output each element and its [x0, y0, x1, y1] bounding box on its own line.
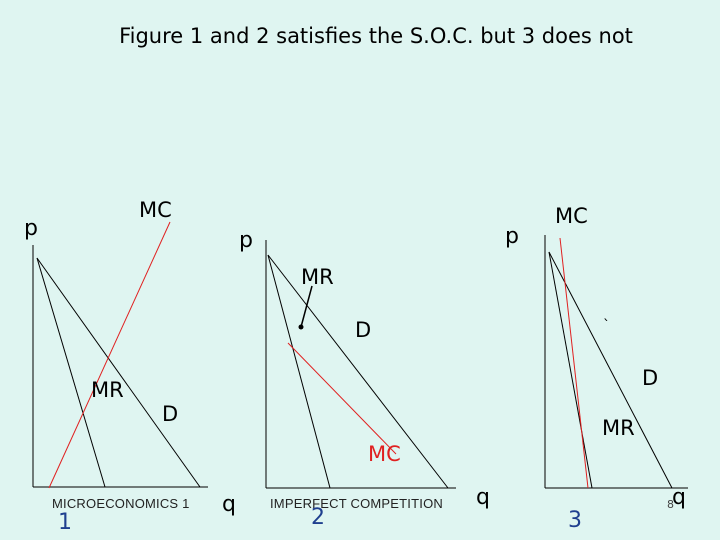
page-number: 8 [667, 498, 674, 511]
fig3-mc-label: MC [555, 204, 588, 228]
fig2-mr-curve [268, 255, 330, 488]
fig2-number: 2 [311, 505, 325, 530]
fig3-number: 3 [568, 508, 582, 533]
fig1-demand-curve [37, 258, 200, 487]
footer-topic: IMPERFECT COMPETITION [270, 496, 443, 511]
figure-3 [545, 235, 688, 488]
fig1-number: 1 [58, 510, 72, 535]
figure-1 [33, 222, 208, 488]
fig2-mr-pointer-dot [299, 325, 304, 330]
fig2-mc-label: MC [368, 442, 401, 466]
fig1-d-label: D [162, 402, 179, 426]
fig1-mc-curve [49, 222, 170, 488]
fig3-p-label: p [505, 224, 519, 249]
figure-2 [266, 240, 456, 488]
fig3-d-label: D [642, 366, 659, 390]
footer-course: MICROECONOMICS 1 [52, 496, 190, 511]
fig3-mr-curve [549, 252, 592, 488]
fig2-d-label: D [355, 318, 372, 342]
fig2-p-label: p [239, 228, 253, 253]
fig1-mr-label: MR [91, 378, 124, 402]
fig3-mc-curve [560, 238, 588, 488]
slide-title: Figure 1 and 2 satisfies the S.O.C. but 3 does not [119, 24, 633, 48]
fig2-mr-label: MR [301, 265, 334, 289]
fig1-mc-label: MC [139, 198, 172, 222]
fig2-q-label: q [476, 485, 490, 510]
fig1-p-label: p [24, 216, 38, 241]
fig2-mc-curve [288, 343, 396, 454]
fig3-q-label: q [672, 485, 686, 510]
fig3-mr-label: MR [602, 416, 635, 440]
fig2-mr-pointer [301, 286, 312, 327]
fig1-q-label: q [222, 492, 236, 517]
fig1-mr-curve [37, 258, 105, 487]
fig2-demand-curve [268, 255, 448, 488]
fig3-stray-mark: ` [603, 318, 610, 334]
